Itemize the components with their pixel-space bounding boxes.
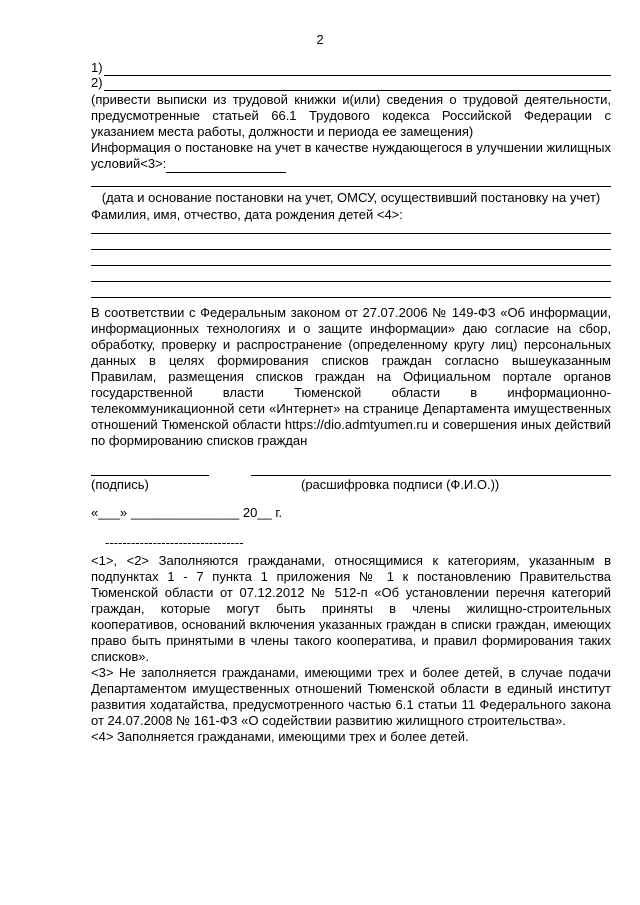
signature-decode-line[interactable] — [251, 475, 611, 476]
signature-label: (подпись) — [91, 477, 149, 492]
children-line-4[interactable] — [91, 281, 611, 282]
form-content — [91, 61, 611, 745]
item-1-row — [91, 61, 611, 76]
children-line-3[interactable] — [91, 265, 611, 266]
date-day[interactable]: «___» — [91, 505, 128, 520]
children-line-1[interactable] — [91, 233, 611, 234]
signature-decode-label: (расшифровка подписи (Ф.И.О.)) — [301, 477, 500, 492]
housing-info-label: Информация о постановке на учет в качестве нуждающегося в улучшении жилищных условий<3>: — [91, 140, 611, 171]
footnote-separator: -------------------------------- — [105, 535, 244, 550]
footnote-1-2: <1>, <2> Заполняются гражданами, относящимися к категориям, указанным в подпунктах 1 - 7 пункта 1 приложения № 1 к постановлению Правительства Тюменской области от 07.12.2012 № 512-п «Об установлении перечня категорий граждан, которые могут быть приняты в члены жилищно-строительных кооперативов, оснований включения указанных граждан в списки граждан, имеющих право быть принятыми в члены такого кооператива, и правил формирования таких списков». — [91, 553, 611, 664]
item-1-blank[interactable] — [104, 63, 611, 76]
consent-text: В соответствии с Федеральным законом от 27.07.2006 № 149-ФЗ «Об информации, информационных технологиях и о защите информации» даю согласие на сбор, обработку, проверку и распространение (определенному кругу лиц) персональных данных в целях формирования списков граждан согласно вышеуказанным Правилам, размещения списков граждан на Официальном портале органов государственной власти Тюменской области в информационно-телекоммуникационной сети «Интернет» на странице Департамента имущественных отношений Тюменской области https://dio.admtyumen.ru и совершения иных действий по формированию списков граждан — [91, 305, 611, 448]
item-2-blank[interactable] — [104, 78, 611, 91]
children-line-2[interactable] — [91, 249, 611, 250]
item-1-label: 1) — [91, 60, 103, 75]
children-line-5[interactable] — [91, 297, 611, 298]
housing-info-row — [91, 140, 611, 173]
housing-info-line[interactable] — [91, 186, 611, 187]
date-year[interactable]: 20__ г. — [242, 505, 283, 520]
date-month[interactable]: _______________ — [130, 505, 240, 520]
signature-row — [91, 465, 611, 493]
housing-info-blank[interactable] — [166, 156, 286, 173]
footnote-3: <3> Не заполняется гражданами, имеющими трех и более детей, в случае подачи Департаментом имущественных отношений Тюменской области в единый институт развития ходатайства, предусмотренного частью 6.1 статьи 11 Федерального закона от 24.07.2008 № 161-ФЗ «О содействии развитию жилищного строительства». — [91, 665, 611, 728]
children-lines — [91, 233, 611, 298]
registration-note: (дата и основание постановки на учет, ОМСУ, осуществивший постановку на учет) — [101, 190, 601, 205]
footnotes — [91, 553, 611, 745]
employment-note: (привести выписки из трудовой книжки и(или) сведения о трудовой деятельности, предусмотренные статьей 66.1 Трудового кодекса Российской Федерации с указанием места работы, должности и периода ее замещения) — [91, 92, 611, 139]
item-2-row — [91, 76, 611, 91]
date-row — [91, 505, 611, 521]
page-number: 2 — [316, 32, 324, 47]
item-2-label: 2) — [91, 75, 103, 90]
footnote-4: <4> Заполняется гражданами, имеющими трех и более детей. — [91, 729, 469, 744]
signature-line[interactable] — [91, 475, 209, 476]
children-label: Фамилия, имя, отчество, дата рождения детей <4>: — [91, 207, 403, 222]
